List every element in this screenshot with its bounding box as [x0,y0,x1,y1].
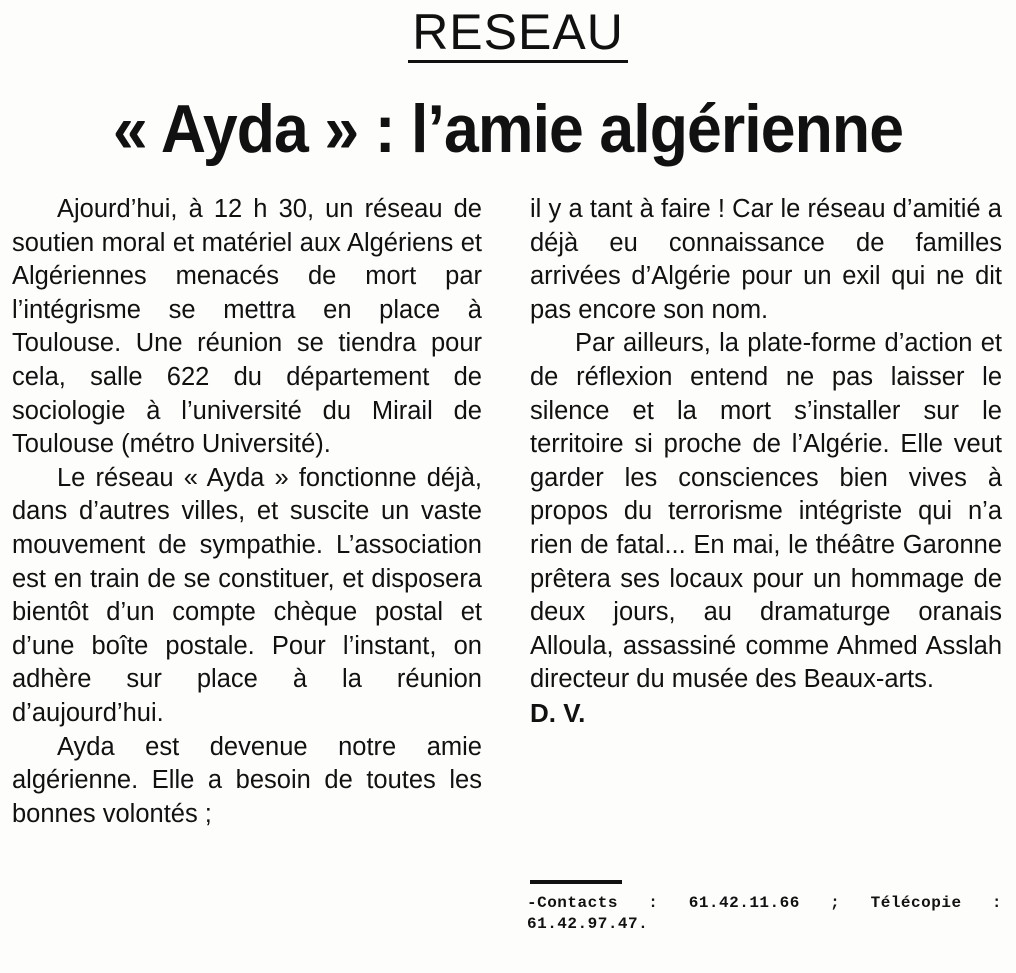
left-column [12,193,482,831]
paragraph-4: Par ailleurs, la plate-forme d’action et de réflexion entend ne pas laisser le silence et la mort s’installer sur le territoire si proche de l’Algérie. Elle veut garder les consciences bien vives à propos du terrorisme intégriste qui n’a rien de fatal... En mai, le théâtre Garonne prêtera ses locaux pour un hommage de deux jours, au dramaturge oranais Alloula, assassiné comme Ahmed Asslah directeur du musée des Beaux-arts. [530,329,1002,694]
footnote-rule [530,880,622,884]
paragraph-2: Le réseau « Ayda » fonctionne déjà, dans d’autres villes, et suscite un vaste mouvement de sympathie. L’association est en train de se constituer, et disposera bientôt d’un compte chèque postal et d’une boîte postale. Pour l’instant, on adhère sur place à la réunion d’aujourd’hui. [12,463,482,727]
contacts-footnote: -Contacts : 61.42.11.66 ; Télécopie : 61.42.97.47. [527,894,1002,933]
right-column [530,193,1002,730]
paragraph-3-continued: il y a tant à faire ! Car le réseau d’amitié a déjà eu connaissance de familles arrivées d’Algérie pour un exil qui ne dit pas encore son nom. [530,195,1002,324]
article-headline: « Ayda » : l’amie algérienne [112,91,904,167]
section-rubric [0,2,1016,63]
paragraph-3: Ayda est devenue notre amie algérienne. Elle a besoin de toutes les bonnes volontés ; [12,732,482,828]
author-signature: D. V. [530,697,586,728]
paragraph-1: Ajourd’hui, à 12 h 30, un réseau de soutien moral et matériel aux Algériens et Algériennes menacés de mort par l’intégrisme se mettra en place à Toulouse. Une réunion se tiendra pour cela, salle 622 du département de sociologie à l’université du Mirail de Toulouse (métro Université). [12,195,482,459]
rubric-text: RESEAU [408,4,628,63]
